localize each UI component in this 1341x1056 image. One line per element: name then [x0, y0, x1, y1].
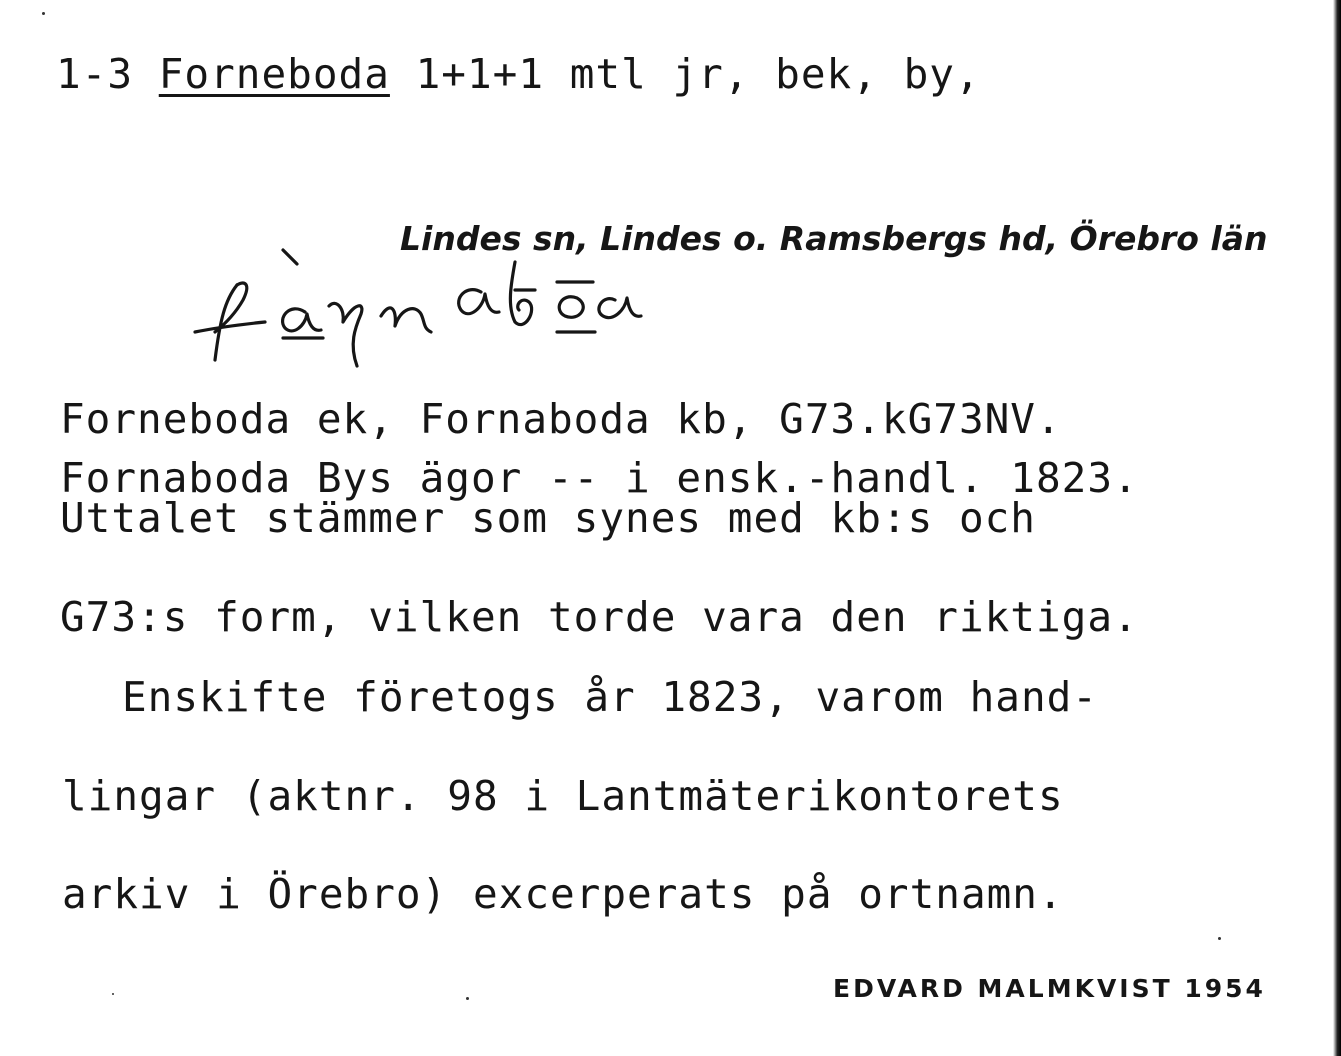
scan-edge-shadow [1333, 0, 1341, 1056]
body-line-2: Fornaboda Bys ägor -- i ensk.-handl. 1823. [60, 454, 1139, 502]
scan-speck [1218, 937, 1221, 940]
body-line-7: arkiv i Örebro) excerperats på ortnamn. [62, 870, 1064, 918]
author-signature: EDVARD MALMKVIST 1954 [833, 974, 1266, 1003]
body-line-4: G73:s form, vilken torde vara den riktiga. [60, 593, 1139, 641]
place-details: 1+1+1 mtl jr, bek, by, [415, 50, 981, 98]
place-name: Forneboda [158, 50, 390, 98]
scan-speck [112, 993, 114, 995]
card-number: 1-3 [56, 50, 134, 98]
scan-speck [42, 12, 45, 15]
header-line [56, 50, 981, 98]
body-line-5: Enskifte företogs år 1823, varom hand- [122, 673, 1098, 721]
scan-speck [466, 997, 469, 1000]
location-stamp: Lindes sn, Lindes o. Ramsbergs hd, Örebro län [400, 219, 1268, 258]
body-line-1: Forneboda ek, Fornaboda kb, G73.kG73NV. [60, 395, 1062, 443]
body-line-3: Uttalet stämmer som synes med kb:s och [60, 494, 1036, 542]
handwritten-pronunciation [185, 240, 655, 370]
body-line-6: lingar (aktnr. 98 i Lantmäterikontorets [62, 772, 1064, 820]
